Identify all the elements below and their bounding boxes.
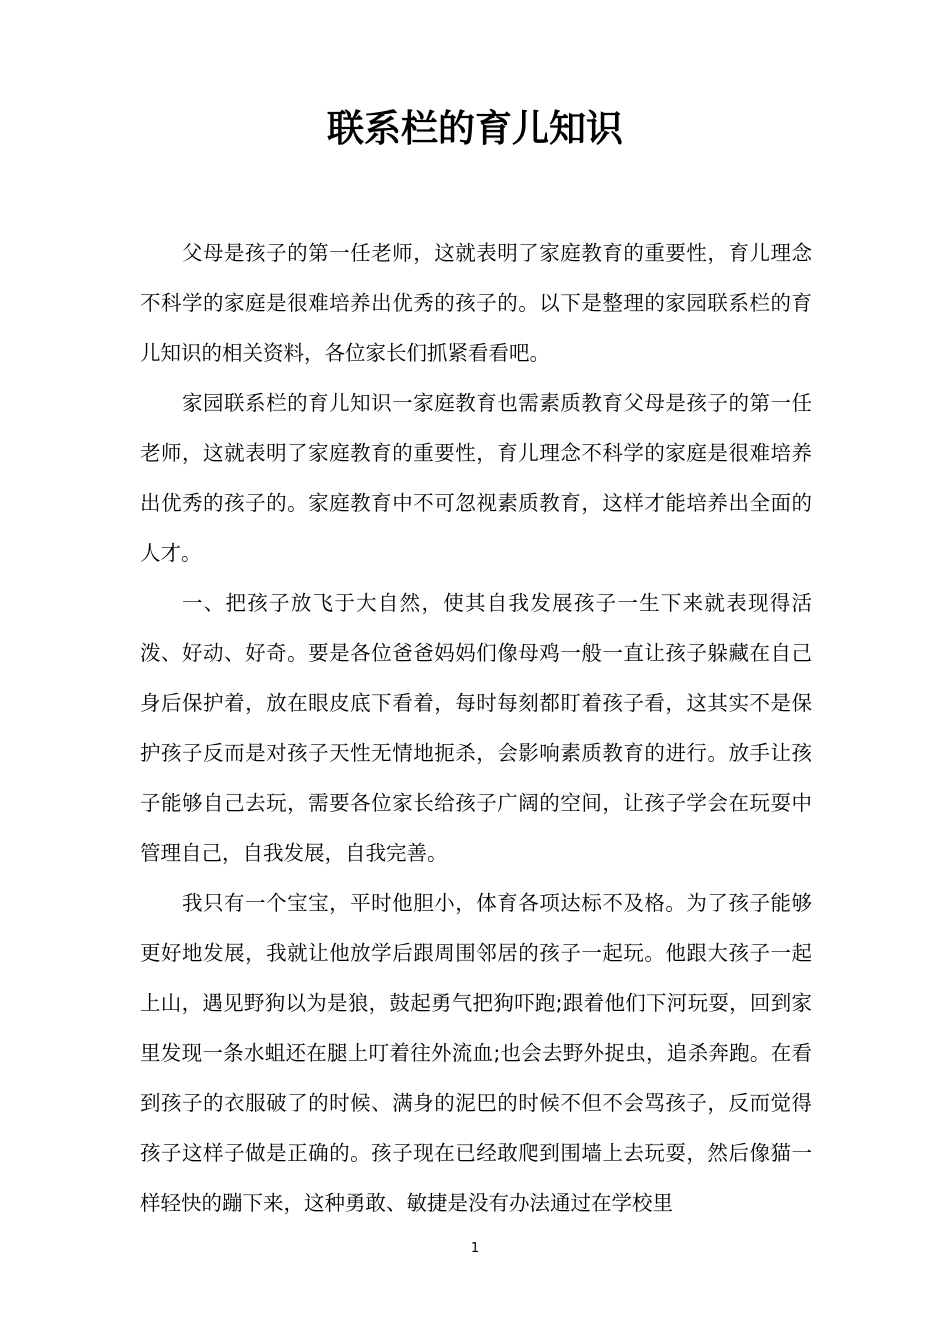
paragraph-personal-story: 我只有一个宝宝，平时他胆小，体育各项达标不及格。为了孩子能够更好地发展，我就让他放学后跟周围邻居的孩子一起玩。他跟大孩子一起上山，遇见野狗以为是狼，鼓起勇气把狗吓跑;跟着他们下河玩耍，回到家里发现一条水蛆还在腿上叮着往外流血;也会去野外捉虫，追杀奔跑。在看到孩子的衣服破了的时候、满身的泥巴的时候不但不会骂孩子，反而觉得孩子这样子做是正确的。孩子现在已经敢爬到围墙上去玩耍，然后像猫一样轻快的蹦下来，这种勇敢、敏捷是没有办法通过在学校里 [140,891,812,1215]
page-number: 1 [470,1241,480,1256]
paragraph-intro: 父母是孩子的第一任老师，这就表明了家庭教育的重要性，育儿理念不科学的家庭是很难培养出优秀的孩子的。以下是整理的家园联系栏的育儿知识的相关资料，各位家长们抓紧看看吧。 [140,241,812,365]
paragraph-family-education: 家园联系栏的育儿知识一家庭教育也需素质教育父母是孩子的第一任老师，这就表明了家庭教育的重要性，育儿理念不科学的家庭是很难培养出优秀的孩子的。家庭教育中不可忽视素质教育，这样才能培养出全面的人才。 [140,391,812,565]
document-title: 联系栏的育儿知识 [327,107,623,150]
document-body [140,228,812,1228]
paragraph-nature: 一、把孩子放飞于大自然，使其自我发展孩子一生下来就表现得活泼、好动、好奇。要是各位爸爸妈妈们像母鸡一般一直让孩子躲藏在自己身后保护着，放在眼皮底下看着，每时每刻都盯着孩子看，这其实不是保护孩子反而是对孩子天性无情地扼杀，会影响素质教育的进行。放手让孩子能够自己去玩，需要各位家长给孩子广阔的空间，让孩子学会在玩耍中管理自己，自我发展，自我完善。 [140,591,812,865]
